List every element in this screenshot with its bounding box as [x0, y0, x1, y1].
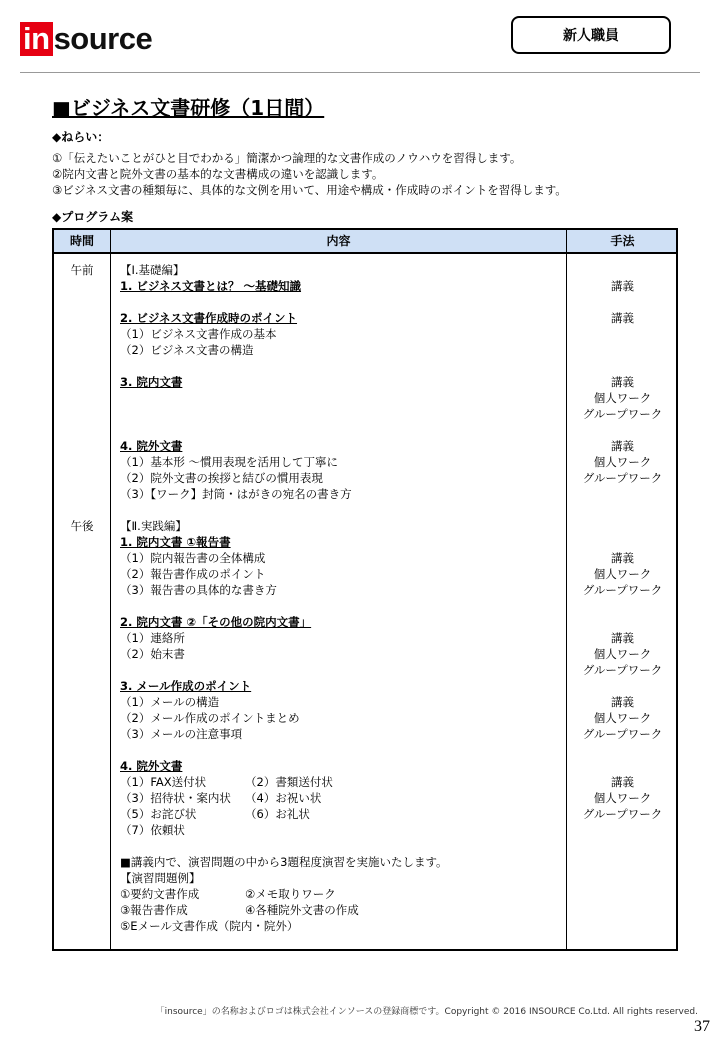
session-item: （2）報告書作成のポイント — [120, 567, 266, 581]
method: 講義 — [611, 375, 634, 389]
column-divider — [110, 230, 111, 949]
copyright-footer: 「insource」の名称およびロゴは株式会社インソースの登録商標です。Copyright © 2016 INSOURCE Co.Ltd. All rights reserved. — [155, 1007, 698, 1017]
method: グループワーク — [582, 407, 663, 421]
aim-item: ②院内文書と院外文書の基本的な文書構成の違いを認識します。 — [52, 167, 384, 181]
session-title: 1. 院内文書 ①報告書 — [120, 535, 231, 549]
part-basic: 【Ⅰ.基礎編】 — [120, 263, 185, 277]
session-item: （3）報告書の具体的な書き方 — [120, 583, 277, 597]
session-item: （4）お祝い状 — [245, 791, 322, 805]
session-title: 1. ビジネス文書とは？ ～基礎知識 — [120, 279, 302, 293]
page-number: 37 — [694, 1018, 710, 1035]
method: 個人ワーク — [593, 567, 652, 581]
logo-box: in — [20, 22, 53, 56]
session-item: （6）お礼状 — [245, 807, 310, 821]
aim-item: ③ビジネス文書の種類毎に、具体的な文例を用いて、用途や構成・作成時のポイントを習得します。 — [52, 183, 567, 197]
program-label: ◆プログラム案 — [52, 210, 134, 224]
session-item: （3）招待状・案内状 — [120, 791, 231, 805]
exercise-row — [120, 902, 448, 918]
session-item: （1）メールの構造 — [120, 695, 220, 709]
time-morning: 午前 — [70, 263, 94, 277]
session-item: （3）メールの注意事項 — [120, 727, 243, 741]
method: グループワーク — [582, 663, 663, 677]
session-item-row — [120, 774, 448, 790]
table-header — [54, 230, 676, 254]
header-time: 時間 — [69, 234, 94, 248]
program-table — [52, 228, 678, 951]
method: 講義 — [611, 695, 634, 709]
session-item: （1）院内報告書の全体構成 — [120, 551, 266, 565]
method-column — [567, 262, 678, 822]
method: グループワーク — [582, 727, 663, 741]
aim-list — [52, 150, 567, 198]
session-item: （2）書類送付状 — [245, 775, 333, 789]
method: 個人ワーク — [593, 647, 652, 661]
session-item: （1）FAX送付状 — [120, 775, 207, 789]
method: 講義 — [611, 279, 634, 293]
method: 講義 — [611, 631, 634, 645]
exercise-item: ⑤Eメール文書作成（院内・院外） — [120, 919, 299, 933]
method: グループワーク — [582, 583, 663, 597]
session-item-row — [120, 806, 448, 822]
exercise-item: ④各種院外文書の作成 — [245, 903, 359, 917]
logo-text: source — [53, 21, 153, 56]
header-content: 内容 — [326, 234, 351, 248]
session-item: （1）連絡所 — [120, 631, 185, 645]
session-item: （5）お詫び状 — [120, 807, 197, 821]
page-title: ■ビジネス文書研修（1日間） — [52, 96, 325, 120]
target-badge: 新人職員 — [511, 16, 671, 54]
insource-logo — [20, 22, 152, 56]
session-item: （2）ビジネス文書の構造 — [120, 343, 254, 357]
method: 講義 — [611, 439, 634, 453]
session-item: （7）依頼状 — [120, 823, 185, 837]
session-title: 2. ビジネス文書作成時のポイント — [120, 311, 298, 325]
aim-item: ①「伝えたいことがひと目でわかる」簡潔かつ論理的な文書作成のノウハウを習得します。 — [52, 151, 522, 165]
time-afternoon: 午後 — [70, 519, 94, 533]
method: 個人ワーク — [593, 791, 652, 805]
method: 講義 — [611, 551, 634, 565]
exercise-label: 【演習問題例】 — [120, 871, 201, 885]
session-title: 4. 院外文書 — [120, 439, 183, 453]
header-divider — [20, 72, 700, 73]
session-item: （2）始末書 — [120, 647, 185, 661]
session-item: （2）メール作成のポイントまとめ — [120, 711, 300, 725]
session-item: （1）基本形 ～慣用表現を活用して丁寧に — [120, 455, 338, 469]
content-column — [120, 262, 448, 934]
method: 個人ワーク — [593, 455, 652, 469]
session-item: （2）院外文書の挨拶と結びの慣用表現 — [120, 471, 323, 485]
aim-label: ◆ねらい： — [52, 130, 110, 144]
exercise-item: ①要約文書作成 — [120, 887, 200, 901]
method: 講義 — [611, 311, 634, 325]
method: 個人ワーク — [593, 391, 652, 405]
session-item: （3）【ワーク】封筒・はがきの宛名の書き方 — [120, 487, 352, 501]
session-item: （1）ビジネス文書作成の基本 — [120, 327, 277, 341]
header-method: 手法 — [610, 234, 635, 248]
method: 講義 — [611, 775, 634, 789]
session-title: 4. 院外文書 — [120, 759, 183, 773]
part-practice: 【Ⅱ.実践編】 — [120, 519, 187, 533]
session-item-row — [120, 790, 448, 806]
session-title: 3. メール作成のポイント — [120, 679, 252, 693]
exercise-item: ②メモ取りワーク — [245, 887, 336, 901]
method: グループワーク — [582, 807, 663, 821]
exercise-row — [120, 886, 448, 902]
session-title: 2. 院内文書 ②「その他の院内文書」 — [120, 615, 312, 629]
method: 個人ワーク — [593, 711, 652, 725]
session-title: 3. 院内文書 — [120, 375, 183, 389]
method: グループワーク — [582, 471, 663, 485]
exercise-item: ③報告書作成 — [120, 903, 188, 917]
exercise-note: ■講義内で、演習問題の中から3題程度演習を実施いたします。 — [120, 855, 448, 869]
